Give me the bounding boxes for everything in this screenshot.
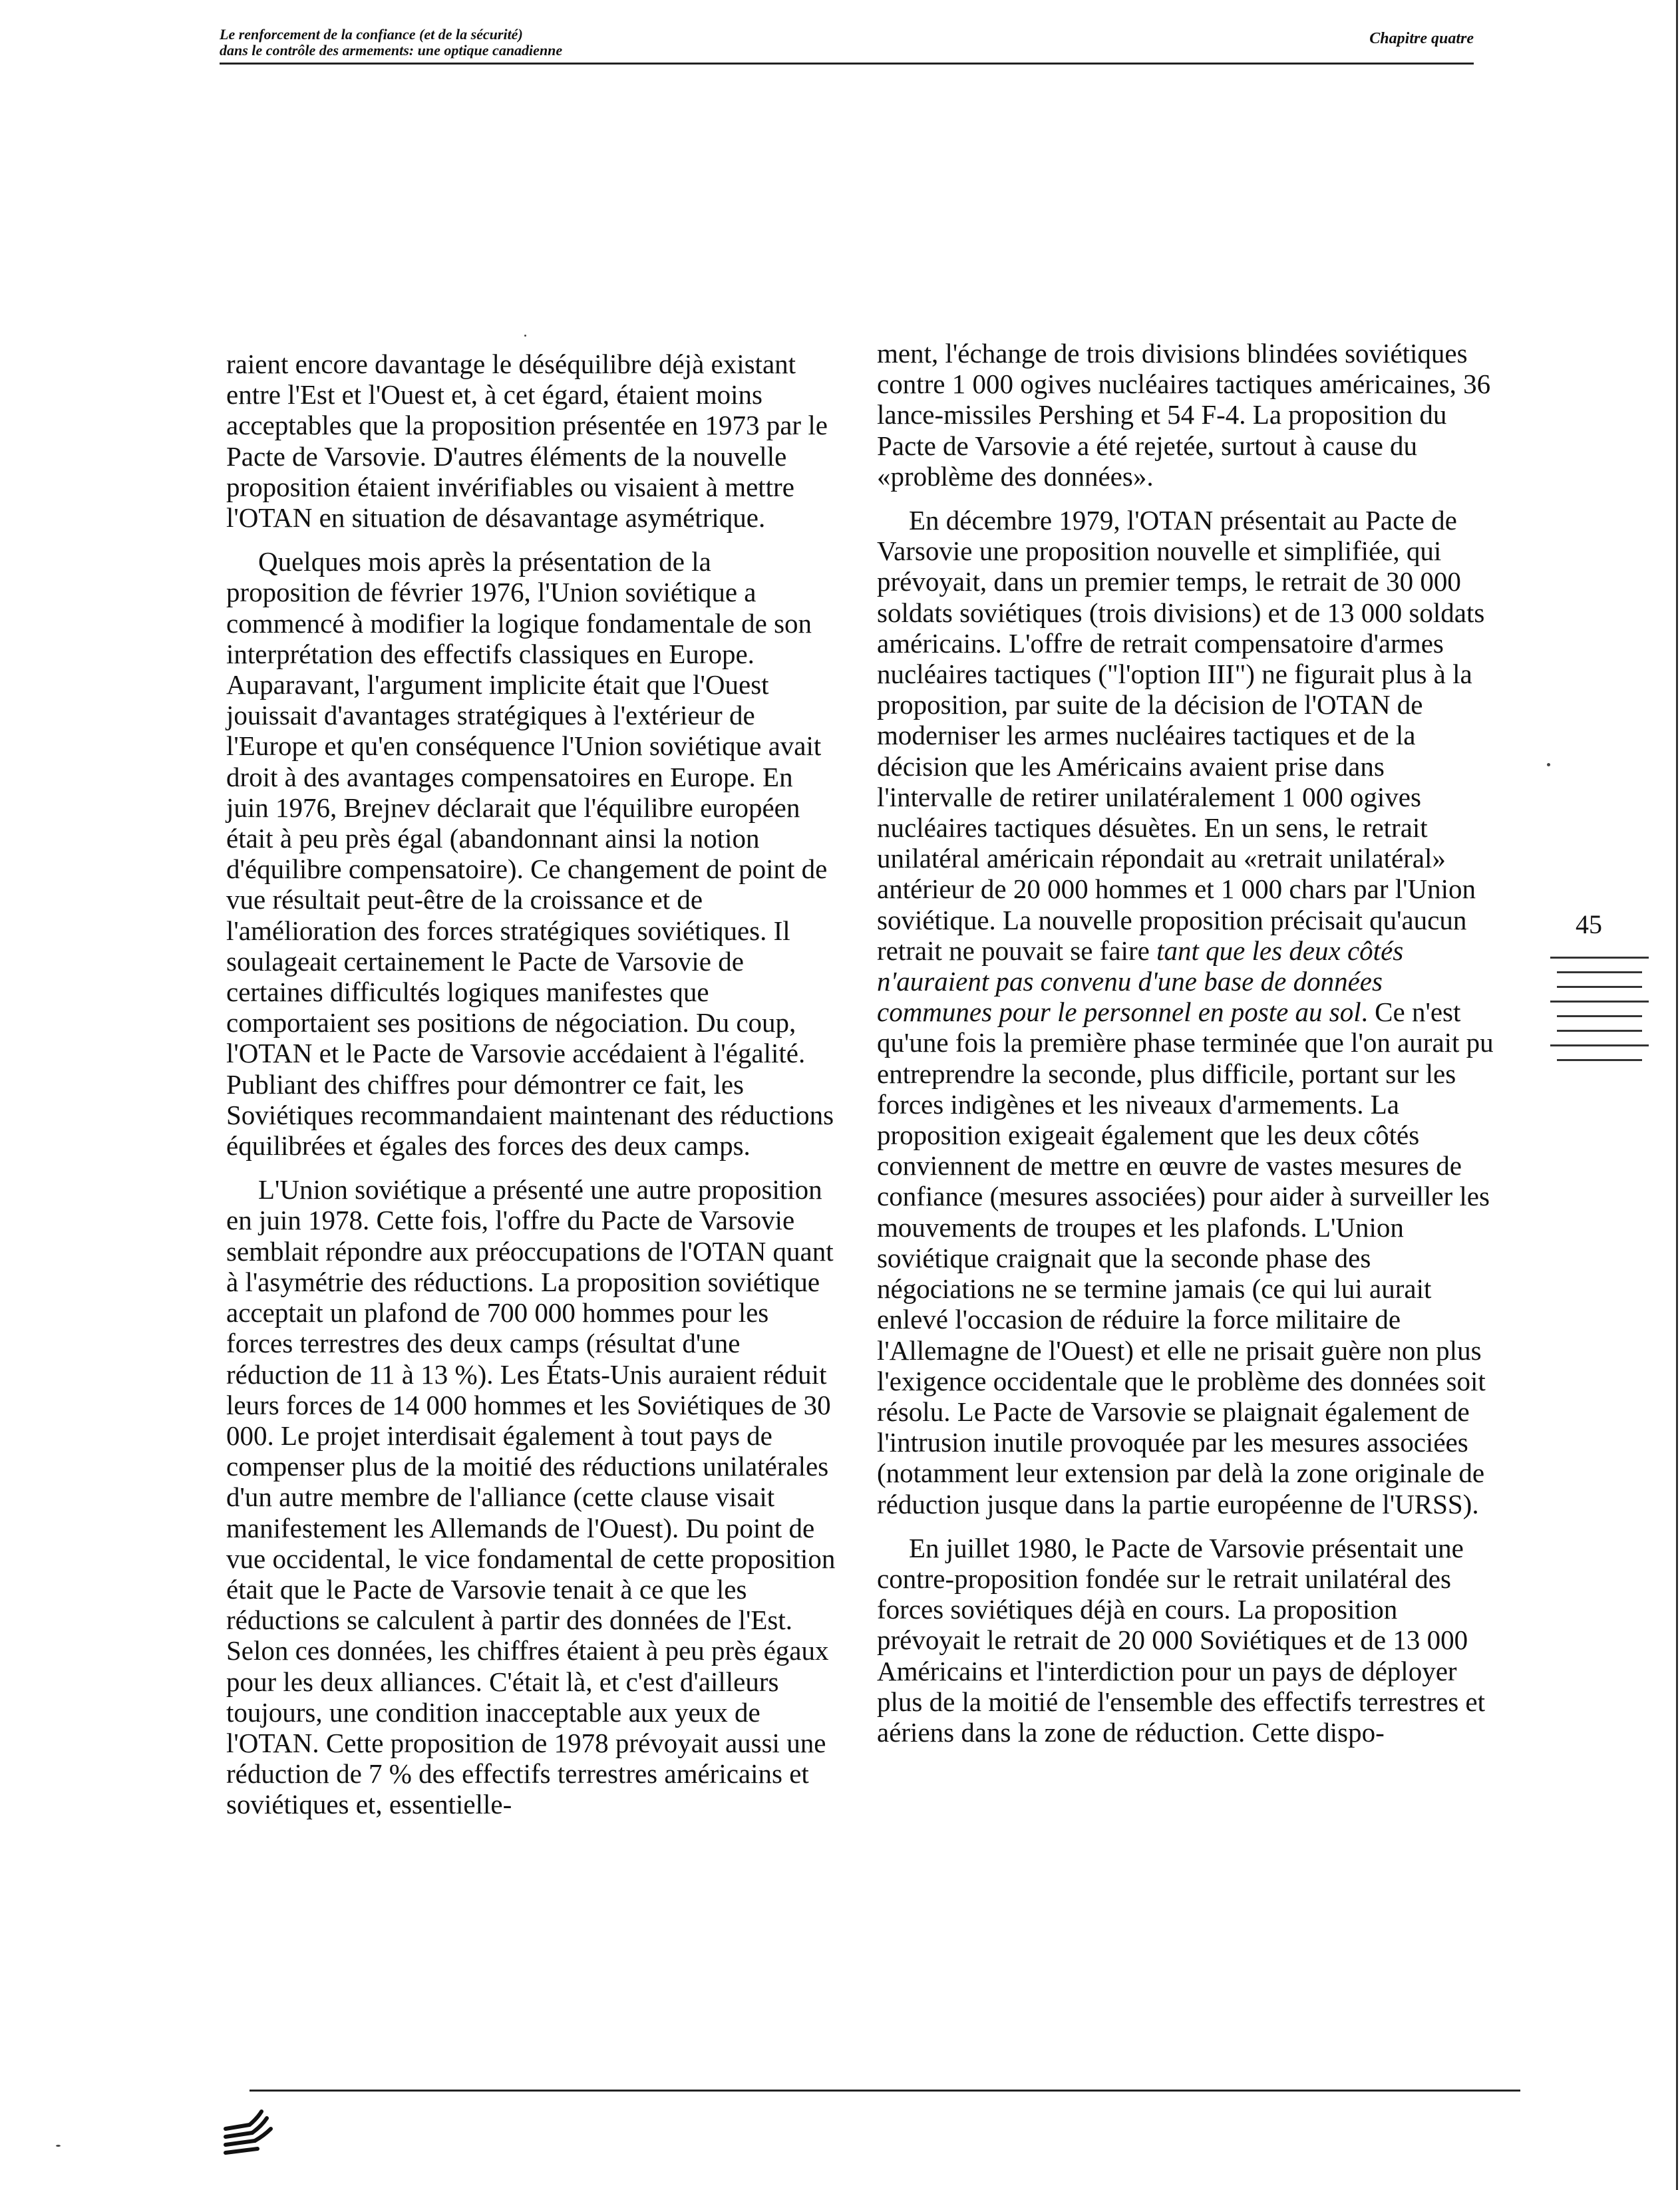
- paragraph-text: . Ce n'est qu'une fois la première phase terminée que l'on aurait pu entreprendre la seconde, plus difficile, portant sur les forces indigènes et les niveaux d'armements. La proposition exigeait également que les deux côtés conviennent de mettre en œuvre de vastes mesures de confiance (mesures associées) pour aider à surveiller les mouvements de troupes et les plafonds. L'Union soviétique craignait que la seconde phase des négociations ne se termine jamais (ce qui lui aurait enlevé l'occasion de réduire la force militaire de l'Allemagne de l'Ouest) et elle ne prisait guère non plus l'exigence occidentale que le problème des données soit résolu. Le Pacte de Varsovie se plaignait également de l'intrusion inutile provoquée par les mesures associées (notamment leur extension par delà la zone originale de réduction jusque dans la partie européenne de l'URSS).: [877, 997, 1494, 1519]
- running-title-line2: dans le contrôle des armements: une optique canadienne: [220, 42, 563, 59]
- margin-rule: [1557, 1030, 1642, 1032]
- footer-divider: [250, 2090, 1520, 2092]
- margin-rule: [1550, 1044, 1649, 1046]
- margin-rule: [1550, 957, 1649, 959]
- scan-speck: [56, 2145, 61, 2147]
- margin-rule: [1557, 971, 1642, 973]
- paragraph: Quelques mois après la présentation de la proposition de février 1976, l'Union soviétique a commencé à modifier la logique fondamentale de son interprétation des effectifs classiques en Europe. Auparavant, l'argument implicite était que l'Ouest jouissait d'avantages stratégiques à l'extérieur de l'Europe et qu'en conséquence l'Union soviétique avait droit à des avantages compensatoires en Europe. En juin 1976, Brejnev déclarait que l'équilibre européen était à peu près égal (abandonnant ainsi la notion d'équilibre compensatoire). Ce changement de point de vue résultait peut-être de la croissance et de l'amélioration des forces stratégiques soviétiques. Il soulageait certainement le Pacte de Varsovie de certaines difficultés logiques manifestes que comportaient ses positions de négociation. Du coup, l'OTAN et le Pacte de Varsovie accédaient à l'égalité. Publiant des chiffres pour démontrer ce fait, les Soviétiques recommandaient maintenant des réductions équilibrées et égales des forces des deux camps.: [226, 546, 834, 1162]
- paragraph: L'Union soviétique a présenté une autre proposition en juin 1978. Cette fois, l'offre du Pacte de Varsovie semblait répondre aux préoccupations de l'OTAN quant à l'asymétrie des réductions. La proposition soviétique acceptait un plafond de 700 000 hommes pour les forces terrestres des deux camps (résultat d'une réduction de 11 à 13 %). Les États-Unis auraient réduit leurs forces de 14 000 hommes et les Soviétiques de 30 000. Le projet interdisait également à tout pays de compenser plus de la moitié des réductions unilatérales d'un autre membre de l'alliance (cette clause visait manifestement les Allemands de l'Ouest). Du point de vue occidental, le vice fondamental de cette proposition était que le Pacte de Varsovie tenait à ce que les réductions se calculent à partir des données de l'Est. Selon ces données, les chiffres étaient à peu près égaux pour les deux alliances. C'était là, et c'est d'ailleurs toujours, une condition inacceptable aux yeux de l'OTAN. Cette proposition de 1978 prévoyait aussi une réduction de 7 % des effectifs terrestres américains et soviétiques et, essentielle-: [226, 1174, 836, 1820]
- running-title: [220, 27, 562, 59]
- margin-rule: [1557, 986, 1642, 988]
- right-column: [877, 338, 1499, 1761]
- paragraph-text: En décembre 1979, l'OTAN présentait au Pacte de Varsovie une proposition nouvelle et simplifiée, qui prévoyait, dans un premier temps, le retrait de 30 000 soldats soviétiques (trois divisions) et de 13 000 soldats américains. L'offre de retrait compensatoire d'armes nucléaires tactiques ("l'option III") ne figurait plus à la proposition, par suite de la décision de l'OTAN de moderniser les armes nucléaires tactiques et de la décision que les Américains avaient prise dans l'intervalle de retirer unilatéralement 1 000 ogives nucléaires tactiques désuètes. En un sens, le retrait unilatéral américain répondait au «retrait unilatéral» antérieur de 20 000 hommes et 1 000 chars par l'Union soviétique. La nouvelle proposition précisait qu'aucun retrait ne pouvait se faire: [877, 505, 1485, 966]
- paragraph: raient encore davantage le déséquilibre déjà existant entre l'Est et l'Ouest et, à cet égard, étaient moins acceptables que la proposition présentée en 1973 par le Pacte de Varsovie. D'autres éléments de la nouvelle proposition étaient invérifiables ou visaient à mettre l'OTAN en situation de désavantage asymétrique.: [226, 349, 828, 534]
- running-header: [220, 27, 1474, 61]
- page-number: 45: [1576, 909, 1602, 939]
- margin-rules: [1550, 957, 1649, 1074]
- scan-speck: [524, 335, 526, 337]
- paragraph: En juillet 1980, le Pacte de Varsovie présentait une contre-proposition fondée sur le retrait unilatéral des forces soviétiques déjà en cours. La proposition prévoyait le retrait de 20 000 Soviétiques et de 13 000 Américains et l'interdiction pour un pays de déployer plus de la moitié de l'ensemble des effectifs terrestres et aériens dans la zone de réduction. Cette dispo-: [877, 1532, 1485, 1748]
- publisher-logo-icon: [223, 2109, 276, 2157]
- margin-rule: [1557, 1015, 1642, 1017]
- margin-rule: [1550, 1001, 1649, 1003]
- margin-rule: [1557, 1059, 1642, 1061]
- paragraph: ment, l'échange de trois divisions blindées soviétiques contre 1 000 ogives nucléaires tactiques américaines, 36 lance-missiles Pershing et 54 F-4. La proposition du Pacte de Varsovie a été rejetée, surtout à cause du «problème des données».: [877, 338, 1491, 492]
- scan-edge: [1676, 0, 1678, 2190]
- chapter-label: Chapitre quatre: [1369, 30, 1474, 47]
- header-divider: [220, 63, 1474, 65]
- emphasized-text: tant que les deux côtés n'auraient pas convenu d'une base de données communes pour le personnel en poste au sol: [877, 935, 1404, 1028]
- paragraph: [877, 505, 1499, 1519]
- running-title-line1: Le renforcement de la confiance (et de la sécurité): [220, 26, 523, 43]
- left-column: [226, 349, 838, 1833]
- scan-speck: [1547, 763, 1550, 766]
